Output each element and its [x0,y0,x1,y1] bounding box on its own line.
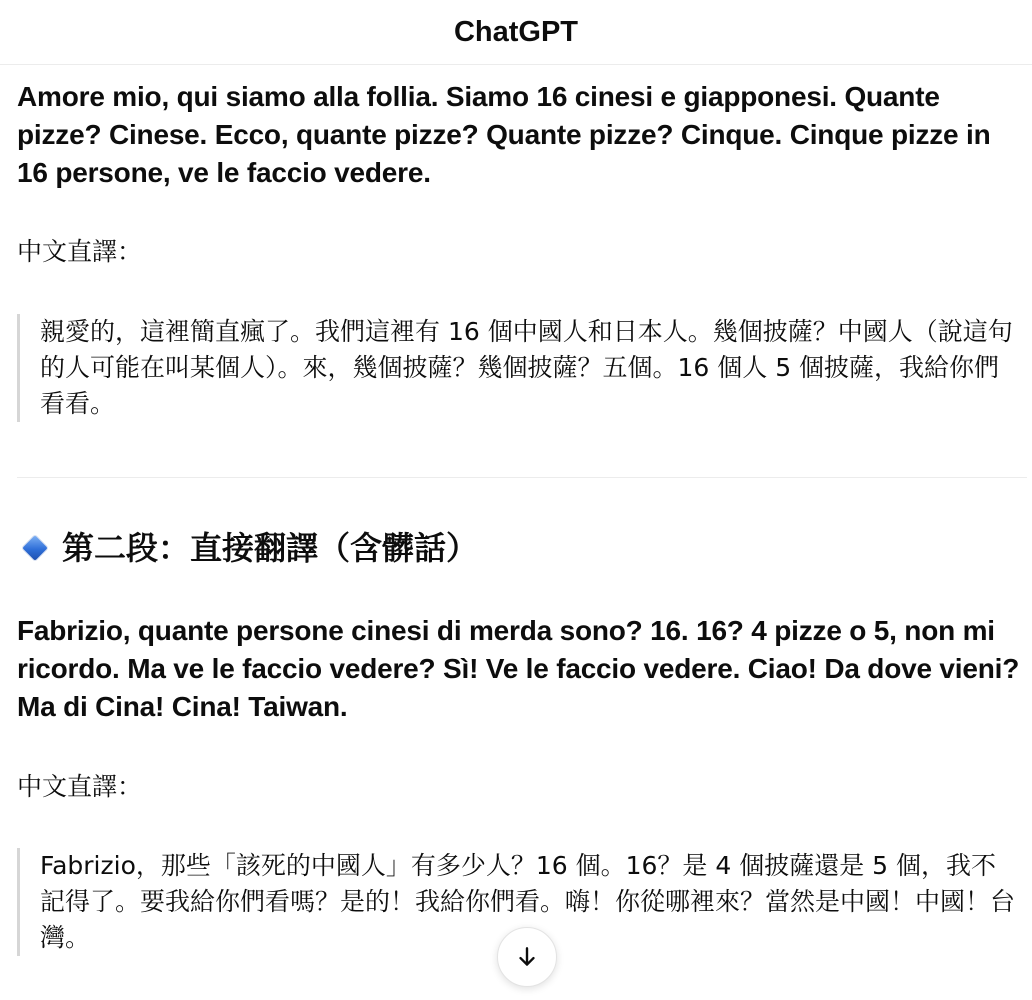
section-heading-text: 第二段：直接翻譯（含髒話） [62,529,479,567]
arrow-down-icon [514,944,540,970]
translation-text-1: 親愛的，這裡簡直瘋了。我們這裡有 16 個中國人和日本人。幾個披薩？中國人（說這句的人可能在叫某個人）。來，幾個披薩？幾個披薩？五個。16 個人 5 個披薩，我給你們看看。 [40,317,1013,418]
section-divider [17,477,1027,478]
app-title: ChatGPT [453,15,579,48]
translation-label-1: 中文直譯： [17,237,143,266]
chat-message-content [0,64,1032,1000]
italian-text-2: Fabrizio, quante persone cinesi di merda sono? 16. 16? 4 pizze o 5, non mi ricordo. Ma ve le faccio vedere? Sì! Ve le faccio vedere. Ciao! Da dove vieni? Ma di Cina! Cina! Taiwan. [17,615,1020,722]
section-heading [20,526,478,570]
blue-diamond-icon [22,535,47,560]
scroll-to-bottom-button[interactable] [497,927,557,987]
translation-label-2: 中文直譯： [17,772,143,801]
top-bar [0,0,1032,65]
blockquote-translation-1 [17,314,1017,422]
italian-text-1: Amore mio, qui siamo alla follia. Siamo 16 cinesi e giapponesi. Quante pizze? Cinese. Ecco, quante pizze? Quante pizze? Cinque. Cinque pizze in 16 persone, ve le faccio vedere. [17,81,991,188]
translation-text-2: Fabrizio，那些「該死的中國人」有多少人？16 個。16？是 4 個披薩還是 5 個，我不記得了。要我給你們看嗎？是的！我給你們看。嗨！你從哪裡來？當然是中國！中國！台灣。 [40,851,1016,952]
